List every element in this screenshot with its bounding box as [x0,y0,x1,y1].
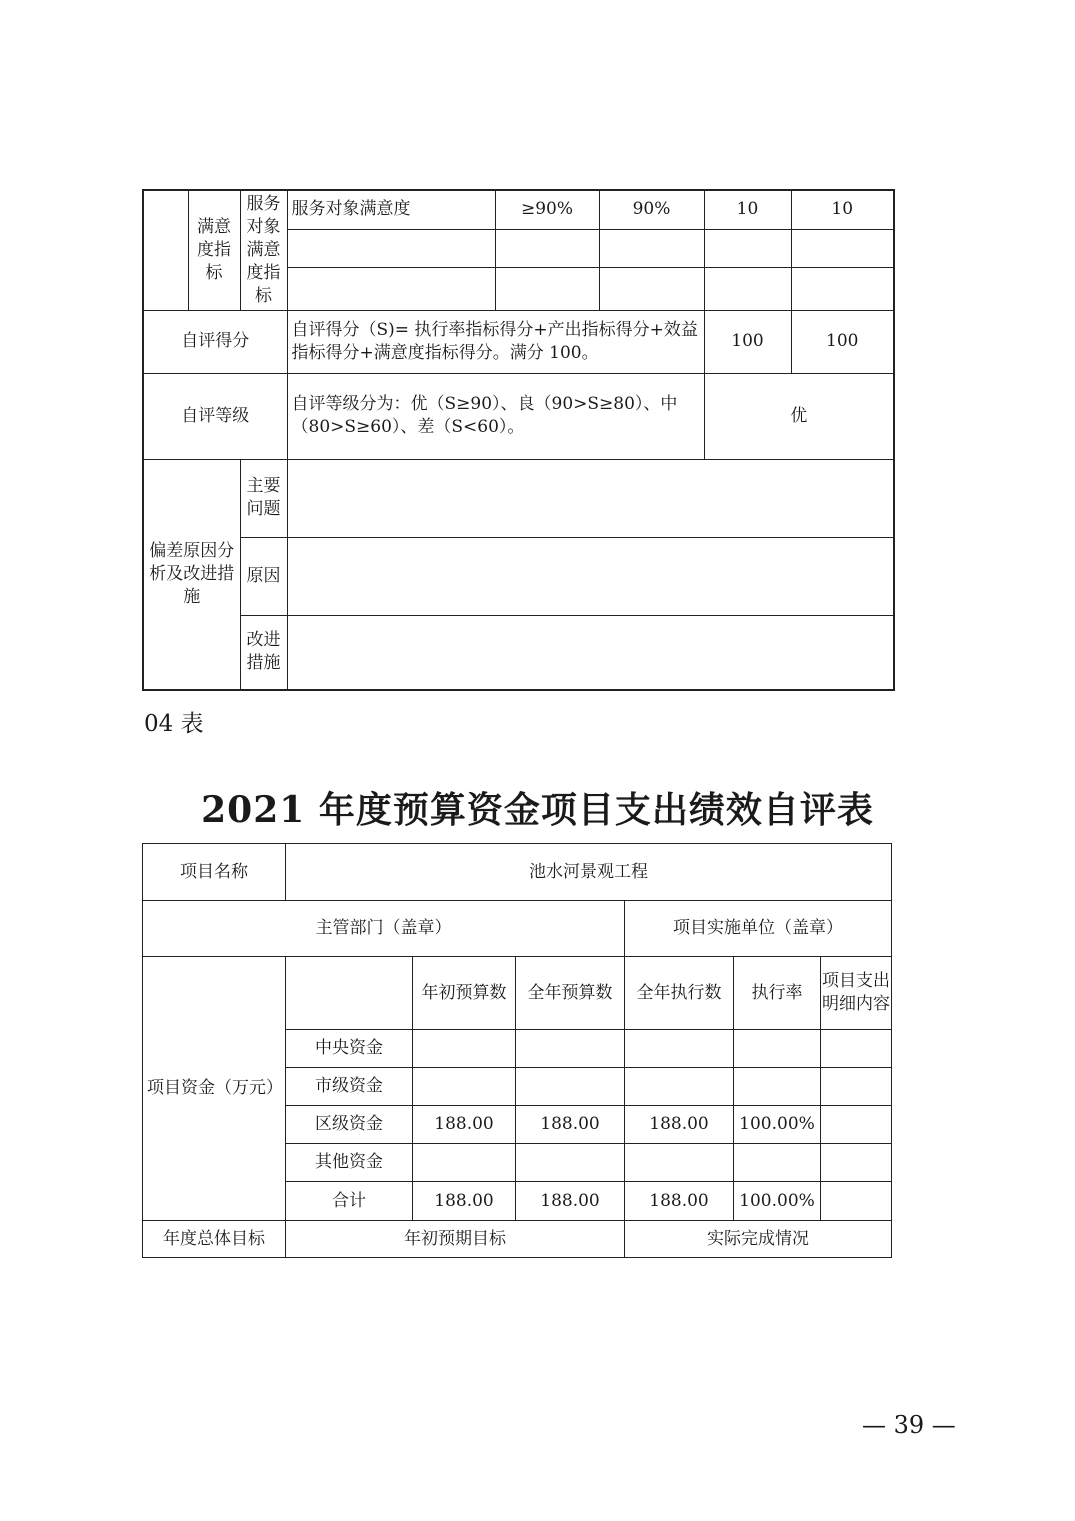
cell [734,1068,821,1106]
cell [821,1144,892,1182]
cell [516,1030,625,1068]
indicator-name: 服务对象满意度 [287,190,495,229]
cell [413,1030,516,1068]
header-blank [286,957,413,1030]
indicator-weight: 10 [704,190,791,229]
deviation-label: 偏差原因分析及改进措施 [143,459,240,690]
cell [625,1144,734,1182]
indicator-actual: 90% [599,190,704,229]
fund-source: 中央资金 [286,1030,413,1068]
cell: 188.00 [625,1106,734,1144]
col-header: 全年预算数 [516,957,625,1030]
indicator-target [495,229,599,267]
col-header: 年初预算数 [413,957,516,1030]
cell [734,1030,821,1068]
indicator-score [791,229,894,267]
fund-source: 其他资金 [286,1144,413,1182]
deviation-item: 原因 [240,537,287,615]
deviation-item: 改进措施 [240,615,287,690]
self-grade-label: 自评等级 [143,373,287,459]
cell [516,1144,625,1182]
indicator-actual [599,267,704,310]
unit-label: 项目实施单位（盖章） [625,901,892,957]
project-name-label: 项目名称 [143,844,286,901]
indicator-name [287,267,495,310]
subcategory-cell: 服务对象满意度指标 [240,190,287,310]
page-title: 2021 年度预算资金项目支出绩效自评表 [201,789,874,831]
indicator-target: ≥90% [495,190,599,229]
cell [625,1030,734,1068]
self-score-desc: 自评得分（S)= 执行率指标得分+产出指标得分+效益指标得分+满意度指标得分。满分 100。 [287,310,704,373]
page-number: — 39 — [862,1411,956,1439]
deviation-item: 主要问题 [240,459,287,537]
indicator-weight [704,267,791,310]
goal-label: 年度总体目标 [143,1221,286,1258]
cell: 188.00 [516,1182,625,1221]
cell [625,1068,734,1106]
cell [413,1144,516,1182]
indicator-target [495,267,599,310]
cell [413,1068,516,1106]
self-grade-desc: 自评等级分为：优（S≥90）、良（90>S≥80）、中（80>S≥60）、差（S<60）。 [287,373,704,459]
performance-table-continued [142,189,895,691]
actual-label: 实际完成情况 [625,1221,892,1258]
cell [516,1068,625,1106]
deviation-content [287,615,894,690]
indicator-score: 10 [791,190,894,229]
planned-label: 年初预期目标 [286,1221,625,1258]
indicator-weight [704,229,791,267]
cell [821,1030,892,1068]
budget-table [142,843,892,1258]
dept-label: 主管部门（盖章） [143,901,625,957]
category-cell: 满意度指标 [188,190,240,310]
funds-label: 项目资金（万元） [143,957,286,1221]
fund-source: 市级资金 [286,1068,413,1106]
col-header: 全年执行数 [625,957,734,1030]
self-score-value: 100 [791,310,894,373]
self-score-weight: 100 [704,310,791,373]
cell: 100.00% [734,1182,821,1221]
cell: 188.00 [413,1106,516,1144]
self-score-label: 自评得分 [143,310,287,373]
cell [821,1182,892,1221]
col-header: 项目支出明细内容 [821,957,892,1030]
cell [821,1068,892,1106]
indicator-actual [599,229,704,267]
col-header: 执行率 [734,957,821,1030]
fund-source: 区级资金 [286,1106,413,1144]
blank-cell [143,190,188,310]
table-number: 04 表 [144,711,204,737]
cell [734,1144,821,1182]
cell [821,1106,892,1144]
cell: 188.00 [625,1182,734,1221]
self-grade-value: 优 [704,373,894,459]
project-name-value: 池水河景观工程 [286,844,892,901]
indicator-score [791,267,894,310]
cell: 100.00% [734,1106,821,1144]
deviation-content [287,537,894,615]
deviation-content [287,459,894,537]
fund-source: 合计 [286,1182,413,1221]
cell: 188.00 [516,1106,625,1144]
cell: 188.00 [413,1182,516,1221]
indicator-name [287,229,495,267]
